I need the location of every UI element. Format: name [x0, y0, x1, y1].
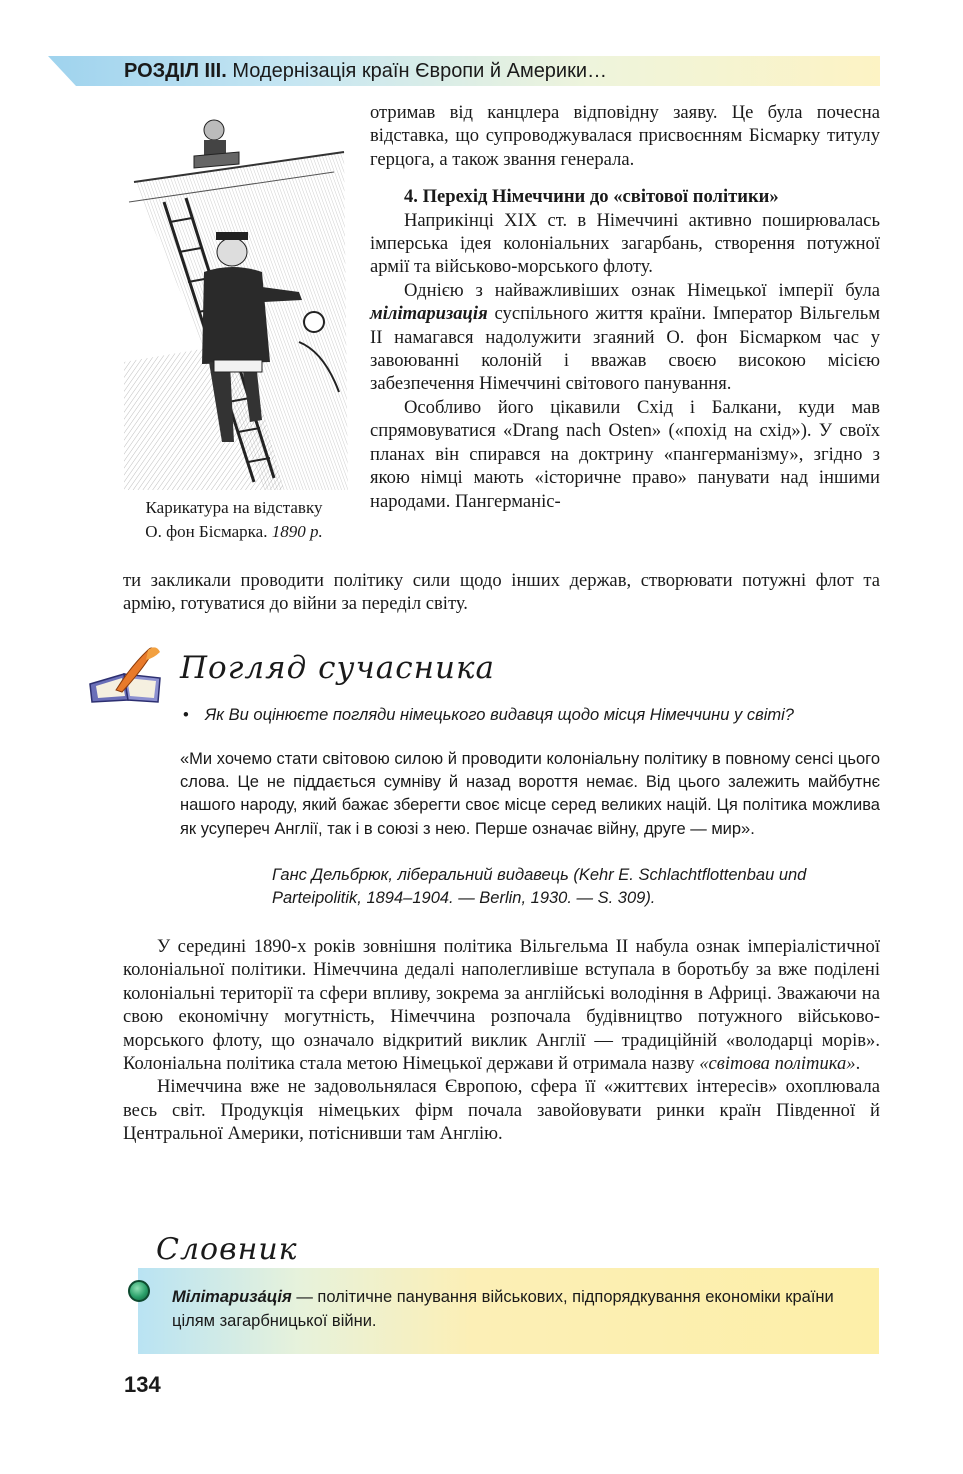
quote-source: Ганс Дельбрюк, ліберальний видавець (Kehr E. Schlachtflottenbau und Parteipolitik, 1894–1904. — Berlin, 1930. — S. 309). — [272, 866, 807, 907]
paragraph-intro: отримав від канцлера відповідну заяву. Це була почесна відставка, що супроводжувалася присвоєнням Бісмарку титулу герцога, а також звання генерала. — [370, 102, 880, 170]
caption-text: О. фон Бісмарка. — [145, 522, 268, 541]
p4-before: У середині 1890-х років зовнішня політика Вільгельма II набула ознак імперіалістичної колоніальної політики. Німеччина дедалі наполегливіше вступала в боротьбу за вже поділені колоніальні території та сфери впливу, зокрема за англійські володіння в Африці. Зважаючи на свою економічну могутність, Німеччина розпочала будівництво потужного військово-морського флоту, що означало відкритий виклик Англії — традиційній «володарці морів». Колоніальна політика стала метою Німецької держави й отримала назву — [123, 936, 880, 1075]
paragraph-1: Наприкінці XIX ст. в Німеччині активно поширювалась імперська ідея колоніальних загарбань, створення потужної армії та військово-морського флоту. — [370, 209, 880, 278]
term-world-policy: «світова політика» — [699, 1053, 856, 1075]
paragraph-3-continued: ти закликали проводити політику сили щодо інших держав, створювати потужні флот та армію, готуватися до війни за переділ світу. — [123, 570, 880, 615]
section-header — [124, 59, 607, 83]
p2-before: Однією з найважливіших ознак Німецької імперії була — [404, 279, 880, 301]
term-militarization: мілітаризація — [370, 303, 488, 325]
p2-after: суспільного життя країни. Імператор Вільгельм II намагався надолужити згаяний О. фон Бісмарком час у завоюванні колоній і вважав своєю високою місією забезпечення Німеччині світового панування. — [370, 303, 880, 395]
paragraph-5: Німеччина вже не задовольнялася Європою, сфера її «життєвих інтересів» охоплювала весь світ. Продукція німецьких фірм почала завойовувати ринки країн Південної й Центральної Америки, потіснивши там Англію. — [123, 1076, 880, 1145]
right-column — [370, 101, 880, 513]
caption-line-2 — [112, 520, 356, 544]
dictionary-bullet-icon — [128, 1280, 150, 1302]
figure-caption — [112, 496, 356, 544]
dictionary-entry — [172, 1285, 866, 1333]
section-title: Модернізація країн Європи й Америки… — [232, 60, 608, 82]
p4-after: . — [855, 1053, 861, 1075]
book-quill-icon — [86, 644, 166, 704]
modern-view-quote: «Ми хочемо стати світовою силою й проводити колоніальну політику в повному сенсі цього слова. Це не піддається сумніву й назад вороття немає. Від цього залежить майбутнє нашого народу, який бажає зберегти своє місце серед великих націй. Ця політика можлива як усупереч Англії, так і в союзі з нею. Перше означає війну, друге — мир». — [180, 750, 880, 838]
page-number: 134 — [124, 1372, 161, 1397]
bismarck-caricature-image — [124, 112, 348, 490]
caption-year: 1890 р. — [271, 522, 323, 541]
modern-view-question — [183, 704, 794, 726]
question-text: Як Ви оцінюєте погляди німецького видавця щодо місця Німеччини у світі? — [205, 706, 794, 724]
section-label: РОЗДІЛ ІІІ. — [124, 60, 227, 82]
paragraph-3: Особливо його цікавили Схід і Балкани, куди мав спрямовуватися «Drang nach Osten» («похід на схід»). У своїх планах він спирався на доктрину «пангерманізму», згідно з якою німці мають «історичне право» панувати над іншими народами. Пангерманіс- — [370, 396, 880, 512]
dictionary-term: Мілітариза́ція — [172, 1288, 292, 1306]
bullet: • — [183, 706, 189, 724]
modern-view-title: Погляд сучасника — [180, 650, 495, 686]
paragraph-4 — [123, 935, 880, 1075]
paragraph-2 — [370, 279, 880, 396]
section-heading: 4. Перехід Німеччини до «світової політики» — [404, 186, 779, 208]
dictionary-title: Словник — [156, 1232, 298, 1267]
main-body — [123, 935, 880, 1146]
dictionary-definition: — політичне панування військових, підпорядкування економіки країни цілям загарбницької війни. — [172, 1288, 834, 1330]
caption-line-1: Карикатура на відставку — [145, 498, 323, 517]
